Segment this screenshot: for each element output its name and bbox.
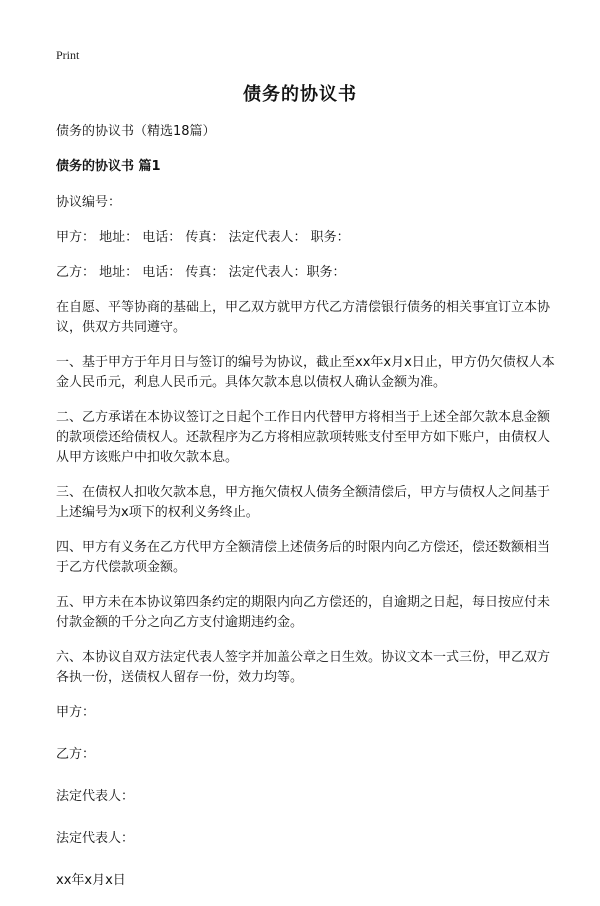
legal-representative-1: 法定代表人： [56, 789, 135, 804]
party-a-info: 甲方： 地址： 电话： 传真： 法定代表人： 职务： [56, 230, 350, 245]
agreement-number: 协议编号： [56, 195, 122, 210]
clause-2: 二、乙方承诺在本协议签订之日起个工作日内代替甲方将相当于上述全部欠款本息金额的款项偿还给债权人。还款程序为乙方将相应款项转账支付至甲方如下账户，由债权人从甲方该账户中扣收欠款本息。 [56, 410, 551, 465]
clause-4: 四、甲方有义务在乙方代甲方全额清偿上述债务后的时限内向乙方偿还，偿还数额相当于乙方代偿款项金额。 [56, 540, 551, 575]
document-date: xx年x月x日 [56, 873, 126, 888]
clause-3: 三、在债权人扣收欠款本息，甲方拖欠债权人债务全额清偿后，甲方与债权人之间基于上述编号为x项下的权利义务终止。 [56, 485, 551, 520]
section-heading: 债务的协议书 篇1 [56, 159, 161, 174]
signature-party-b: 乙方： [56, 747, 96, 762]
clause-5: 五、甲方未在本协议第四条约定的期限内向乙方偿还的，自逾期之日起，每日按应付未付款金额的千分之向乙方支付逾期违约金。 [56, 595, 551, 630]
document-title: 债务的协议书 [243, 84, 357, 105]
print-label: Print [56, 48, 80, 62]
signature-party-a: 甲方： [56, 705, 96, 720]
clause-6: 六、本协议自双方法定代表人签字并加盖公章之日生效。协议文本一式三份，甲乙双方各执一份，送债权人留存一份，效力均等。 [56, 650, 551, 685]
legal-representative-2: 法定代表人： [56, 831, 135, 846]
document-subtitle: 债务的协议书（精选18篇） [56, 124, 216, 139]
document-body [56, 122, 558, 906]
clause-1: 一、基于甲方于年月日与签订的编号为协议，截止至xx年x月x日止，甲方仍欠债权人本金人民币元，利息人民币元。具体欠款本息以债权人确认金额为准。 [56, 355, 555, 390]
intro-paragraph: 在自愿、平等协商的基础上，甲乙双方就甲方代乙方清偿银行债务的相关事宜订立本协议，供双方共同遵守。 [56, 300, 551, 335]
party-b-info: 乙方： 地址： 电话： 传真： 法定代表人：职务： [56, 265, 346, 280]
